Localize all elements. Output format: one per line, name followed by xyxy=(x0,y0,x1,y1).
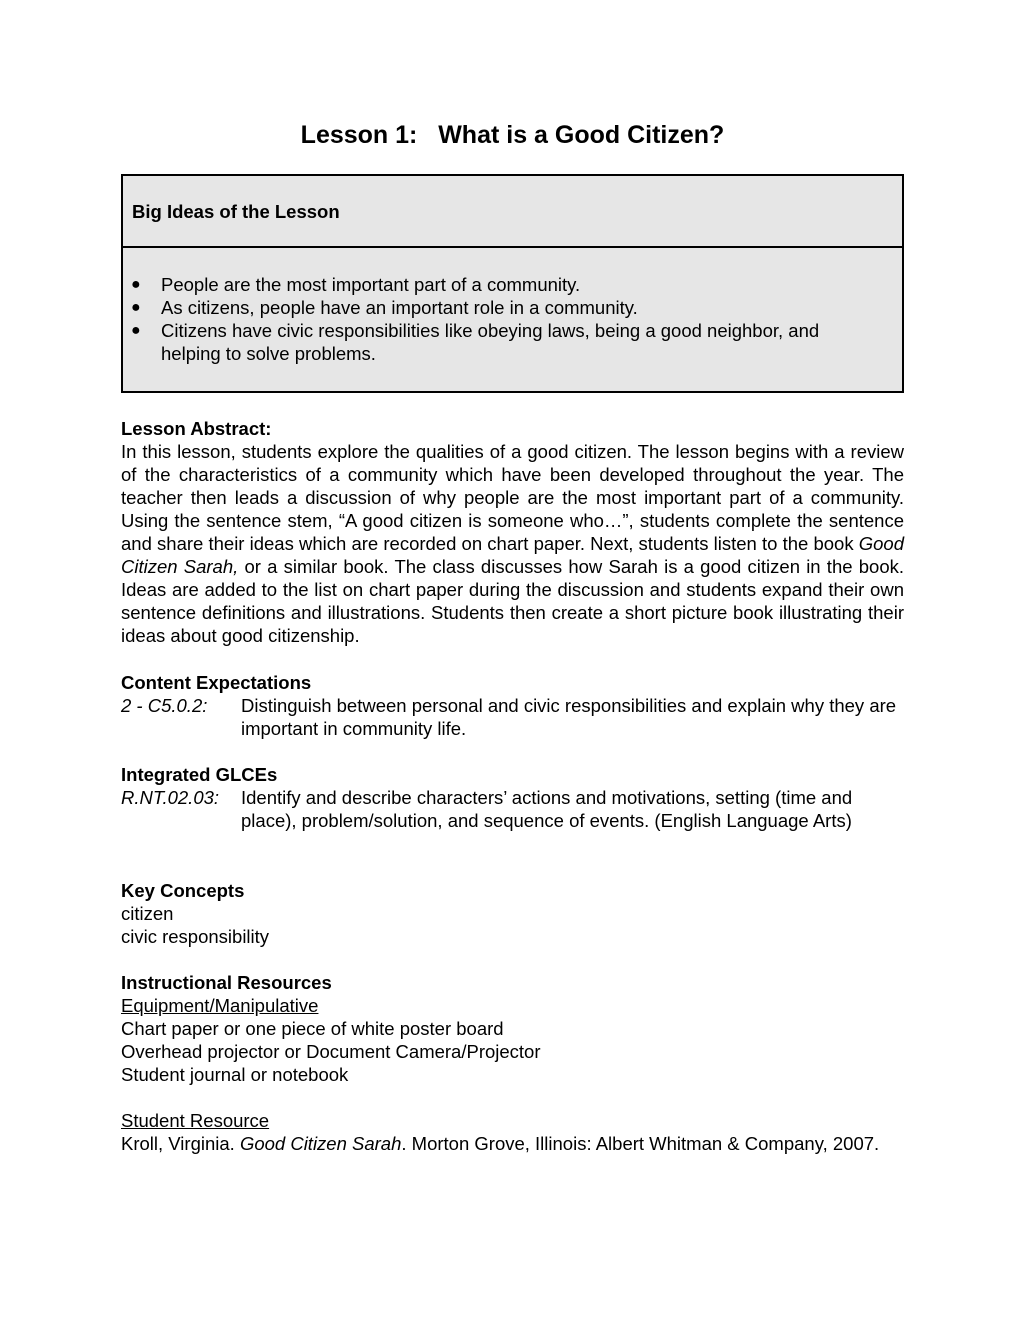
key-concept-item: civic responsibility xyxy=(121,926,270,947)
bullet-icon: ● xyxy=(131,299,141,316)
content-expectations-section xyxy=(121,671,904,740)
equipment-item: Student journal or notebook xyxy=(121,1064,349,1085)
big-ideas-box xyxy=(121,174,904,393)
instructional-resources-heading: Instructional Resources xyxy=(121,972,332,993)
bullet-icon: ● xyxy=(131,322,141,339)
key-concept-item: citizen xyxy=(121,903,174,924)
lesson-abstract-section xyxy=(121,417,904,647)
big-ideas-list xyxy=(123,273,902,365)
glce-code: R.NT.02.03: xyxy=(121,787,220,808)
key-concepts-heading: Key Concepts xyxy=(121,880,245,901)
equipment-heading: Equipment/Manipulative xyxy=(121,995,319,1016)
student-resource-heading: Student Resource xyxy=(121,1110,270,1131)
list-item: ● People are the most important part of a community. xyxy=(131,274,581,295)
expectation-text: Distinguish between personal and civic responsibilities and explain why they are important in community life. xyxy=(241,695,897,739)
integrated-glces-heading: Integrated GLCEs xyxy=(121,764,278,785)
book-title: Good Citizen Sarah, xyxy=(121,533,904,577)
expectation-code: 2 - C5.0.2: xyxy=(121,695,208,716)
key-concepts-section xyxy=(121,879,904,948)
glce-row xyxy=(121,786,904,832)
equipment-item: Overhead projector or Document Camera/Projector xyxy=(121,1041,541,1062)
bullet-icon: ● xyxy=(131,276,141,293)
list-item: ● As citizens, people have an important role in a community. xyxy=(131,297,638,318)
integrated-glces-section xyxy=(121,763,904,832)
abstract-text: In this lesson, students explore the qualities of a good citizen. The lesson begins with a review of the characteristics of a community which have been developed throughout the year. The teacher then leads a discussion of why people are the most important part of a community. Using the sentence stem, “A good citizen is someone who…”, students complete the sentence and share their ideas which are recorded on chart paper. Next, students listen to the book Good Citizen Sarah, or a similar book. The class discusses how Sarah is a good citizen in the book. Ideas are added to the list on chart paper during the discussion and students expand their own sentence definitions and illustrations. Students then create a short picture book illustrating their ideas about good citizenship. xyxy=(121,441,904,646)
expectation-row xyxy=(121,694,904,740)
page-title: Lesson 1: What is a Good Citizen? xyxy=(300,121,725,149)
big-ideas-heading: Big Ideas of the Lesson xyxy=(123,176,902,248)
abstract-heading: Lesson Abstract: xyxy=(121,418,272,439)
glce-text: Identify and describe characters’ actions and motivations, setting (time and place), problem/solution, and sequence of events. (English Language Arts) xyxy=(241,787,853,831)
content-expectations-heading: Content Expectations xyxy=(121,672,312,693)
citation: Kroll, Virginia. Good Citizen Sarah. Morton Grove, Illinois: Albert Whitman & Company, 2007. xyxy=(121,1133,880,1154)
equipment-item: Chart paper or one piece of white poster board xyxy=(121,1018,504,1039)
citation-title: Good Citizen Sarah xyxy=(239,1133,402,1154)
list-item: ● Citizens have civic responsibilities like obeying laws, being a good neighbor, and helping to solve problems. xyxy=(131,320,820,364)
instructional-resources-section xyxy=(121,971,904,1155)
